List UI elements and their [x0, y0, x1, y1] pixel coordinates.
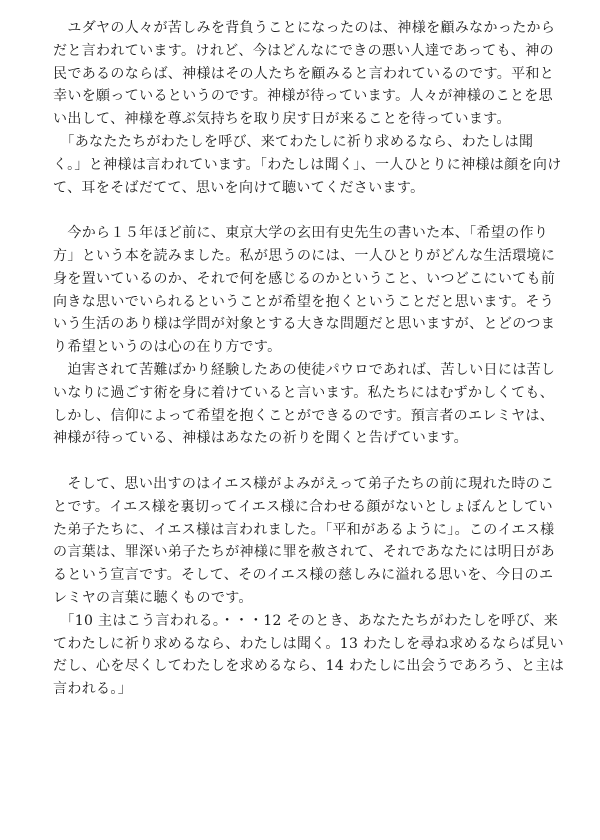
paragraph-4: [53, 359, 556, 450]
paragraph-3: [53, 222, 556, 359]
text-line: く。」と神様は言われています。「わたしは聞く」、一人ひとりに神様は顔を向け: [53, 156, 562, 173]
text-line: 身を置いているのか、それで何を感じるのかということ、いつどこにいても前: [53, 270, 556, 287]
text-line: とです。イエス様を裏切ってイエス様に合わせる顔がないとしょぼんとしてい: [53, 498, 554, 515]
text-line: いう生活のあり様は学問が対象とする大きな問題だと思いますが、とどのつま: [53, 316, 556, 333]
text-line: り希望というのは心の在り方です。: [53, 339, 282, 356]
text-line: 方」という本を読みました。私が思うのには、一人ひとりがどんな生活環境に: [53, 247, 556, 264]
paragraph-gap: [53, 450, 553, 473]
paragraph-1: [53, 17, 556, 131]
text-line: そして、思い出すのはイエス様がよみがえって弟子たちの前に現れた時のこ: [53, 475, 555, 492]
text-line: 今から１５年ほど前に、東京大学の玄田有史先生の書いた本、「希望の作り: [53, 225, 549, 242]
text-line: た弟子たちに、イエス様は言われました。「平和があるように」。このイエス様: [53, 521, 555, 538]
text-line: て、耳をそばだてて、思いを向けて聴いてくださいます。: [53, 179, 425, 196]
paragraph-5: [53, 473, 553, 610]
text-line: レミヤの言葉に聴くものです。: [53, 589, 253, 606]
text-line: 迫害されて苦難ばかり経験したあの使徒パウロであれば、苦しい日には苦し: [53, 361, 556, 378]
text-line: い出して、神様を尊ぶ気持ちを取り戻す日が来ることを待っています。: [53, 111, 511, 128]
text-line: てわたしに祈り求めるなら、わたしは聞く。13 わたしを尋ね求めるならば見い: [53, 635, 564, 652]
text-line: の言葉は、罪深い弟子たちが神様に罪を赦されて、それであなたには明日があ: [53, 544, 555, 561]
text-line: 向きな思いでいられるということが希望を抱くということだと思います。そう: [53, 293, 555, 310]
text-line: 神様が待っている、神様はあなたの祈りを聞くと告げています。: [53, 430, 469, 447]
text-line: るという宣言です。そして、そのイエス様の慈しみに溢れる思いを、今日のエ: [53, 567, 554, 584]
text-line: 言われる。」: [53, 681, 133, 698]
text-line: しかし、信仰によって希望を抱くことができるのです。預言者のエレミヤは、: [53, 407, 555, 424]
text-line: 「10 主はこう言われる。・・・12 そのとき、あなたたちがわたしを呼び、来: [53, 612, 559, 629]
text-line: 民であるのならば、神様はその人たちを顧みると言われているのです。平和と: [53, 65, 555, 82]
paragraph-6-quote: [53, 610, 565, 701]
paragraph-gap: [53, 199, 553, 222]
text-line: だし、心を尽くしてわたしを求めるなら、14 わたしに出会うであろう、と主は: [53, 658, 565, 675]
text-line: ユダヤの人々が苦しみを背負うことになったのは、神様を顧みなかったから: [53, 20, 556, 36]
text-line: 「あなたたちがわたしを呼び、来てわたしに祈り求めるなら、わたしは聞: [53, 133, 534, 150]
paragraph-2: [53, 131, 562, 199]
text-line: 幸いを願っているというのです。神様が待っています。人々が神様のことを思: [53, 88, 554, 105]
text-line: だと言われています。けれど、今はどんなにできの悪い人達であっても、神の: [53, 42, 554, 59]
text-line: いなりに過ごす術を身に着けていると言います。私たちにはむずかしくても、: [53, 384, 555, 401]
document-body: [53, 17, 565, 701]
